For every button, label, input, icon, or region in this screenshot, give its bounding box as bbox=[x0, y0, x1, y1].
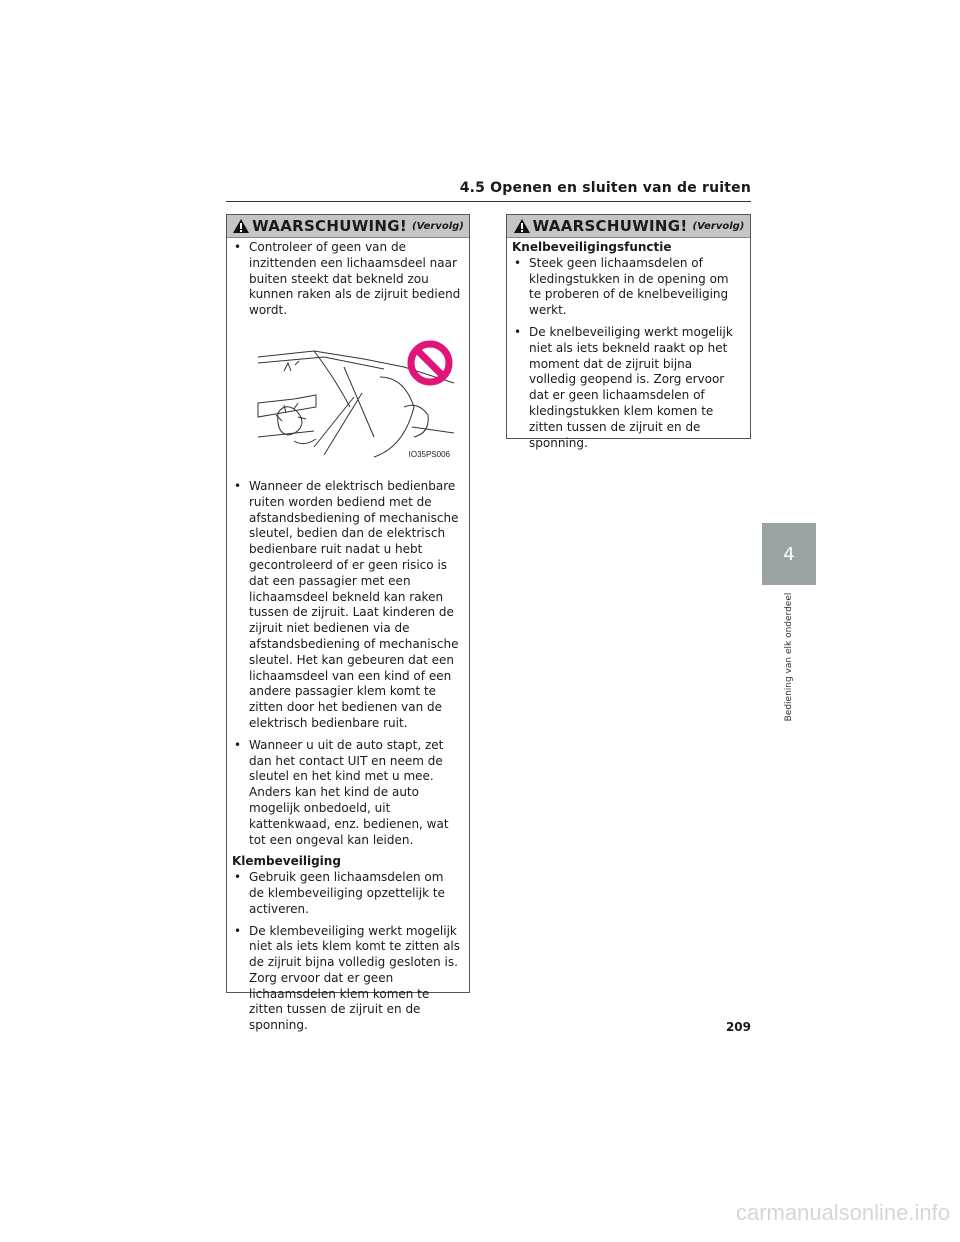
warning-header bbox=[227, 215, 469, 238]
warning-header bbox=[507, 215, 750, 238]
list-item-text: Gebruik geen lichaamsdelen om de klembeveiliging opzettelijk te activeren. bbox=[249, 870, 445, 916]
list-item-text: Steek geen lichaamsdelen of kledingstukken in de opening om te proberen of de knelbeveiliging werkt. bbox=[529, 255, 729, 318]
list-item bbox=[512, 256, 742, 319]
subheading-knelbeveiligingsfunctie: Knelbeveiligingsfunctie bbox=[512, 240, 672, 254]
chapter-number: 4 bbox=[783, 543, 795, 565]
bullet-mark: • bbox=[234, 478, 242, 493]
list-item-text: Wanneer de elektrisch bedienbare ruiten worden bediend met de afstandsbediening of mechanische sleutel, bedien dan de elektrisch bedienbare ruit nadat u hebt gecontroleerd of er geen risico is dat een passagier met een lichaamsdeel bekneld kan raken tussen de zijruit. Laat kinderen de zijruit niet bedienen via de afstandsbediening of mechanische sleutel. Het kan gebeuren dat een lichaamsdeel van een kind of een andere passagier klem komt te zitten door het bedienen van de elektrisch bedienbare ruit. bbox=[249, 478, 459, 730]
watermark: carmanualsonline.info bbox=[735, 1200, 950, 1225]
bullet-mark: • bbox=[234, 240, 242, 254]
list-item-text: Wanneer u uit de auto stapt, zet dan het contact UIT en neem de sleutel en het kind met u mee. Anders kan het kind de auto mogelijk onbedoeld, uit kattenkwaad, enz. bedienen, wat tot een ongeval kan leiden. bbox=[249, 737, 449, 847]
figure-code: IO35PS006 bbox=[408, 450, 450, 460]
illustration-drawing bbox=[254, 337, 454, 465]
chapter-label-text: Bediening van elk onderdeel bbox=[784, 592, 794, 722]
warning-title: WAARSCHUWING! bbox=[252, 217, 408, 235]
illustration bbox=[254, 337, 454, 465]
bullet-mark: • bbox=[514, 255, 522, 270]
subheading-klembeveiliging: Klembeveiliging bbox=[232, 854, 341, 869]
section-rule bbox=[226, 201, 751, 202]
warning-box-right bbox=[506, 214, 751, 450]
list-item bbox=[512, 325, 742, 451]
prohibition-icon bbox=[411, 344, 449, 382]
list-item-text: Controleer of geen van de inzittenden een lichaamsdeel naar buiten steekt dat bekneld zou kunnen raken als de zijruit bediend wordt. bbox=[249, 240, 461, 318]
warning-continued: (Vervolg) bbox=[412, 220, 464, 232]
warning-body bbox=[507, 238, 750, 451]
list-item-text: De klembeveiliging werkt mogelijk niet als iets klem komt te zitten als de zijruit bijna volledig gesloten is. Zorg ervoor dat er geen lichaamsdelen klem komen te zitten tussen de zijruit en de sponning. bbox=[249, 923, 461, 1033]
bullet-mark: • bbox=[234, 870, 242, 885]
warning-box-left bbox=[226, 214, 470, 1033]
warning-title: WAARSCHUWING! bbox=[532, 217, 688, 235]
page-number: 209 bbox=[725, 1020, 751, 1034]
bullet-mark: • bbox=[234, 737, 242, 752]
bullet-mark: • bbox=[514, 324, 522, 339]
list-item bbox=[232, 870, 461, 917]
section-header: 4.5 Openen en sluiten van de ruiten bbox=[459, 180, 751, 196]
warning-continued: (Vervolg) bbox=[692, 220, 745, 232]
chapter-tab bbox=[762, 523, 816, 585]
list-item bbox=[232, 738, 461, 849]
warning-body bbox=[227, 238, 469, 1034]
list-item bbox=[232, 479, 461, 732]
list-item-text: De knelbeveiliging werkt mogelijk niet als iets bekneld raakt op het moment dat de zijruit bijna volledig geopend is. Zorg ervoor dat er geen lichaamsdelen of kledingstukken klem komen te zitten tussen de zijruit en de sponning. bbox=[529, 324, 733, 450]
bullet-mark: • bbox=[234, 923, 242, 938]
list-item bbox=[232, 924, 461, 1035]
warning-triangle-icon bbox=[513, 218, 531, 234]
list-item bbox=[232, 240, 461, 319]
warning-triangle-icon bbox=[232, 218, 250, 234]
